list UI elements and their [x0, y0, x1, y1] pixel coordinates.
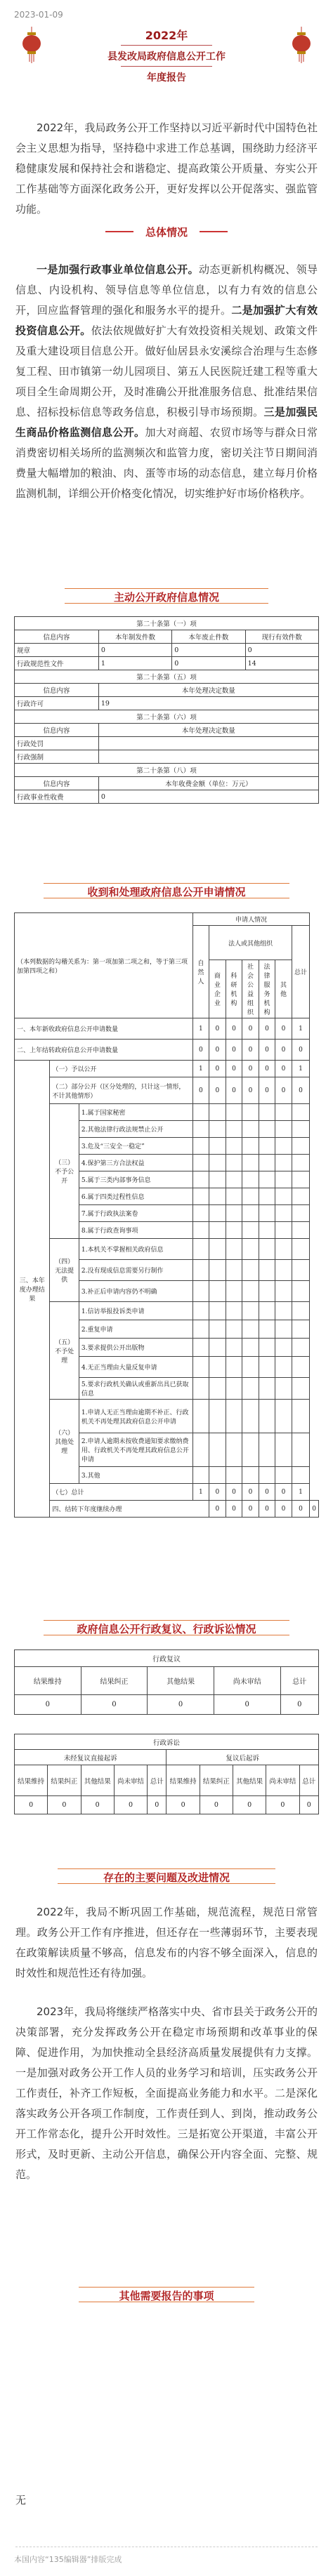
overview-point-3: 三是加强民生商品价格监测信息公开。	[15, 406, 318, 439]
section-title-other: 其他需要报告的事项	[119, 2290, 214, 2302]
table-row: （二）部分公开（区分处理的，只计这一情形，不计其他情形） 0 0 0 0 0 0 0	[15, 1077, 319, 1104]
table-row: 3.补正后申请内容仍不明确	[15, 1281, 319, 1302]
problems-paragraph-2: 2023年，我局将继续严格落实中央、省市县关于政务公开的决策部署，充分发挥政务公开在稳定市场预期和改革事业的保障、促进作用，为加快推动全县经济高质量发展提供有力支撑。一是加强对政务公开工作人员的业务学习和培训，压实政务公开工作责任，补齐工作短板，全面提高业务能力和水平。二是深化落实政务公开各项工作制度，工作责任到人、到岗，推动政务公开工作常态化，提升公开时效性。三是拓宽公开渠道，丰富公开形式，及时更新、主动公开信息，确保公开内容全面、完整、规范。	[15, 2005, 318, 2181]
problems-paragraph-1: 2022年，我局不断巩固工作基础，规范流程，规范日常管理。政务公开工作有序推进，但还存在一些薄弱环节，主要表现在政策解读质量不够高，信息发布的内容不够全面深入，信息的时效性和规范性还有待加强。	[15, 1906, 318, 1979]
section-title-applications: 收到和处理政府信息公开申请情况	[87, 886, 246, 898]
section-title-problems: 存在的主要问题及改进情况	[103, 1871, 230, 1884]
table-row: 行政强制	[15, 750, 319, 764]
table-row: 行政处罚	[15, 737, 319, 750]
litigation-table: 行政诉讼 未经复议直接起诉 复议后起诉 结果维持 结果纠正 其他结果 尚未审结 总计 结果维持 结果纠正 其他结果 尚未审结 总计 0 0 0 0 0 0 0 0 0 0	[14, 1734, 319, 1814]
table-row: 3.要求提供公开出版物	[15, 1339, 319, 1357]
publish-date: 2023-01-09	[14, 10, 63, 20]
applications-table: （本列数据的勾稽关系为：第一项加第二项之和，等于第三项加第四项之和） 申请人情况 自然人 法人或其他组织 总计 商业企业 科研机构 社会公益组织 法律服务机构 其他 一、本年新收政府信息公开申请数量 1 0 0 0 0 0 1 二、上年结转政府信息公开申请数量 0 0 0 0 0 0 0 三、本年度办理结果 （一）予以公开 1 0 0 0 0 0 1 （二）部分公开（区分处理的，只计这一情形，不计其他情形） 0 0 0 0 0 0 0 （三）不予公开 1.属于国家秘密 2.其他法律行政法规禁止公开 3.危及“三安全一稳定” 4.保护第三方合法权益 5.属于三类内部事务信息 6.属于四类过程性信息 7.属于行政执法案卷 8.属于行政查询事项 （四）无法提供 1.本机关不掌握相关政府信息 2.没有现成信息需要另行制作 3.补正后申请内容仍不明确 （五）不予处理 1.信访举报投诉类申请 2.重复申请 3.要求提供公开出版物 4.无正当理由大量反复申请 5.要求行政机关确认或重新出具已获取信息 （六）其他处理 1.申请人无正当理由逾期不补正、行政机关不再处理其政府信息公开申请 2.申请人逾期未按收费通知要求缴纳费用、行政机关不再处理其政府信息公开申请 3.其他 （七）总计 1 0 0 0 0 0 1 四、结转下年度继续办理 0 0 0 0 0 0 0	[14, 912, 319, 1518]
table-row: 行政许可 19	[15, 697, 319, 710]
table-row: 2.申请人逾期未按收费通知要求缴纳费用、行政机关不再处理其政府信息公开申请	[15, 1433, 319, 1467]
table-row: 行政规范性文件 1 0 14	[15, 657, 319, 670]
footer-credit: 本国内容“135编辑器”排版完成	[14, 2555, 122, 2564]
table-row: 三、本年度办理结果 （一）予以公开 1 0 0 0 0 0 1	[15, 1061, 319, 1077]
header-report: 年度报告	[147, 72, 186, 84]
table-row: （三）不予公开 1.属于国家秘密	[15, 1104, 319, 1121]
table-row: 2.其他法律行政法规禁止公开	[15, 1121, 319, 1138]
table-row: （五）不予处理 1.信访举报投诉类申请	[15, 1302, 319, 1320]
table-row: 5.属于三类内部事务信息	[15, 1171, 319, 1188]
table-row: 4.保护第三方合法权益	[15, 1155, 319, 1171]
table-row: 0 0 0 0 0	[15, 1695, 319, 1715]
table-row: 一、本年新收政府信息公开申请数量 1 0 0 0 0 0 1	[15, 1018, 319, 1040]
section-title-proactive: 主动公开政府信息情况	[113, 591, 219, 604]
overview-point-2: 二是加强扩大有效投资信息公开。	[15, 304, 318, 337]
table-row: 二、上年结转政府信息公开申请数量 0 0 0 0 0 0 0	[15, 1040, 319, 1061]
table-row: 6.属于四类过程性信息	[15, 1188, 319, 1205]
table-row: （六）其他处理 1.申请人无正当理由逾期不补正、行政机关不再处理其政府信息公开申请	[15, 1400, 319, 1433]
section-title-overview: 总体情况	[145, 226, 188, 239]
header-org: 县发改局政府信息公开工作	[107, 51, 226, 62]
table-row: 2.重复申请	[15, 1320, 319, 1339]
table-row: 规章 0 0 0	[15, 644, 319, 657]
table-row: 8.属于行政查询事项	[15, 1222, 319, 1239]
table-row: 3.危及“三安全一稳定”	[15, 1138, 319, 1155]
proactive-disclosure-table: 第二十条第（一）项 信息内容 本年制发件数 本年废止件数 现行有效件数 规章 0 0 0 行政规范性文件 1 0 14 第二十条第（五）项 信息内容 本年处理决定数量 行政许可 19 第二十条第（六）项 信息内容 本年处理决定数量 行政处罚 行政强制 第二十条第（八）项 信息内容 本年收费金额（单位：万元） 行政事业性收费 0	[14, 616, 319, 804]
table-row: 2.没有现成信息需要另行制作	[15, 1260, 319, 1281]
review-table: 行政复议 结果维持 结果纠正 其他结果 尚未审结 总计 0 0 0 0 0	[14, 1649, 319, 1715]
table-row: 0 0 0 0 0 0 0 0 0 0	[15, 1796, 319, 1814]
table-row: （四）无法提供 1.本机关不掌握相关政府信息	[15, 1239, 319, 1260]
table-row: （七）总计 1 0 0 0 0 0 1	[15, 1484, 319, 1501]
section-title-review: 政府信息公开行政复议、行政诉讼情况	[77, 1623, 256, 1635]
overview-paragraph: 一是加强行政事业单位信息公开。动态更新机构概况、领导信息、内设机构、领导信息等单位信息，以有力有效的信息公开，回应监督管理的强化和服务水平的提升。二是加强扩大有效投资信息公开。依法依规做好扩大有效投资相关规划、政策文件及重大建设项目信息公开。做好仙居县永安溪综合治理与生态修复工程、田市镇第一幼儿园项目、第五人民医院迁建工程等重大项目全生命周期公开，及时准确公开批准服务信息、批准结果信息、招标投标信息等政务信息，积极引导市场预期。三是加强民生商品价格监测信息公开。加大对商超、农贸市场等与群众日常消费密切相关场所的监测频次和监管力度，密切关注节日期间消费量大幅增加的粮油、肉、蛋等市场的动态信息，建立每月价格监测机制，详细公开价格变化情况，切实维护好市场价格秩序。	[15, 263, 318, 500]
other-content: 无	[15, 2494, 27, 2507]
intro-paragraph: 2022年，我局政务公开工作坚持以习近平新时代中国特色社会主义思想为指导，坚持稳中求进工作总基调，围绕助力经济平稳健康发展和保持社会和谐稳定、提高政策公开质量、夯实公开工作基础等方面深化政务公开，更好发挥以公开促落实、强监管功能。	[15, 121, 318, 215]
overview-point-1: 一是加强行政事业单位信息公开。	[37, 263, 199, 276]
header-year: 2022年	[145, 29, 188, 42]
table-row: 4.无正当理由大量反复申请	[15, 1357, 319, 1378]
table-row: 7.属于行政执法案卷	[15, 1205, 319, 1222]
table-row: 四、结转下年度继续办理 0 0 0 0 0 0 0	[15, 1501, 319, 1518]
table-row: 5.要求行政机关确认或重新出具已获取信息	[15, 1378, 319, 1400]
report-header	[15, 24, 318, 115]
table-row: 3.其他	[15, 1467, 319, 1484]
table-row: 行政事业性收费 0	[15, 790, 319, 804]
